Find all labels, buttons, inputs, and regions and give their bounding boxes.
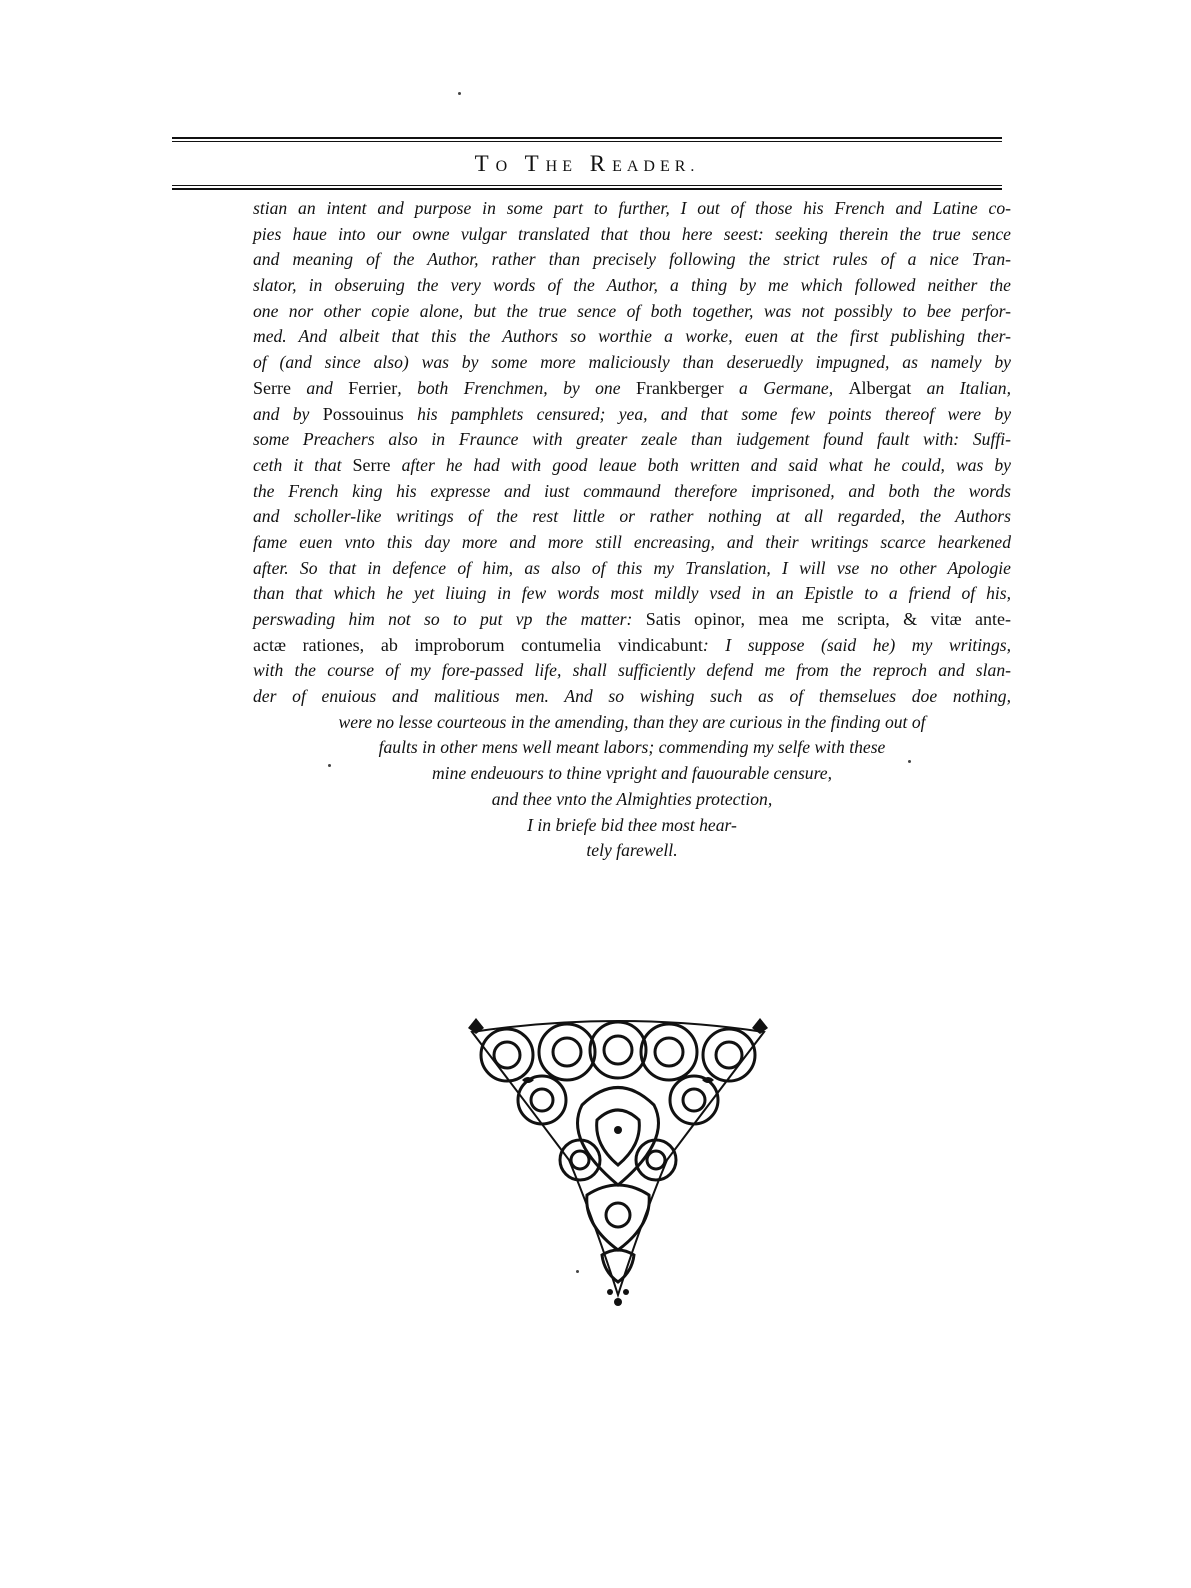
italic-text-run: and [290, 377, 349, 398]
text-line [253, 479, 1011, 505]
text-line [253, 196, 1011, 222]
roman-text-run: Albergat [848, 377, 912, 398]
text-line [253, 787, 1011, 813]
header-rule-bottom [172, 188, 1002, 190]
paper-speck [908, 760, 911, 763]
italic-text-run: were no lesse courteous in the amending, than they are curious in the finding out of [338, 711, 926, 732]
italic-text-run: pies haue into our owne vulgar translated that thou here seest: seeking therein the true sence [253, 223, 1011, 244]
roman-text-run: Frankberger [635, 377, 724, 398]
italic-text-run: fame euen vnto this day more and more still encreasing, and their writings scarce hearkened [253, 531, 1011, 552]
text-line [253, 350, 1011, 376]
text-line [253, 376, 1011, 402]
text-line [253, 838, 1011, 864]
italic-text-run: and thee vnto the Almighties protection, [491, 788, 773, 809]
text-line [253, 453, 1011, 479]
italic-text-run: slator, in obseruing the very words of the Author, a thing by me which followed neither the [253, 275, 1011, 296]
italic-text-run: der of enuious and malitious men. And so wishing such as of themselues doe nothing, [253, 686, 1011, 707]
italic-text-run: : I suppose (said he) my writings, [702, 634, 1011, 655]
text-line [253, 504, 1011, 530]
text-line [253, 324, 1011, 350]
roman-text-run: Serre [253, 377, 291, 398]
paper-speck [328, 764, 331, 767]
italic-text-run: stian an intent and purpose in some part to further, I out of those his French and Latine co- [253, 198, 1011, 218]
text-line [253, 633, 1011, 659]
running-header [172, 146, 1002, 182]
italic-text-run: tely farewell. [586, 840, 678, 861]
roman-text-run: Possouinus [322, 403, 404, 424]
italic-text-run: , both Frenchmen, by one [397, 377, 636, 398]
text-line [253, 761, 1011, 787]
text-line [253, 813, 1011, 839]
paper-speck [576, 1270, 579, 1273]
italic-text-run: of (and since also) was by some more maliciously than deseruedly impugned, as namely by [253, 352, 1011, 373]
paper-speck [458, 92, 461, 95]
italic-text-run: a Germane, [723, 377, 849, 398]
roman-text-run: Serre [352, 454, 391, 475]
header-word-the: THE [524, 151, 577, 176]
header-rule-top [172, 137, 1002, 139]
text-line [253, 658, 1011, 684]
text-line [253, 427, 1011, 453]
text-line [253, 273, 1011, 299]
text-line [253, 530, 1011, 556]
text-line [253, 735, 1011, 761]
italic-text-run: after he had with good leaue both written and said what he could, was by [390, 454, 1011, 475]
header-word-reader: READER. [589, 151, 700, 176]
header-word-to: TO [474, 151, 513, 176]
italic-text-run: and scholler-like writings of the rest little or rather nothing at all regarded, the Authors [253, 506, 1011, 527]
text-line [253, 247, 1011, 273]
text-line [253, 222, 1011, 248]
text-line [253, 581, 1011, 607]
text-line [253, 710, 1011, 736]
text-line [253, 402, 1011, 428]
italic-text-run: one nor other copie alone, but the true sence of both together, was not possibly to bee perfor- [253, 300, 1011, 321]
roman-text-run: Satis opinor, mea me scripta, & vitæ ante- [645, 609, 1011, 629]
italic-text-run: I in briefe bid thee most hear- [527, 814, 737, 835]
italic-text-run: his pamphlets censured; yea, and that some few points thereof were by [403, 403, 1011, 424]
italic-text-run: than that which he yet liuing in few words most mildly vsed in an Epistle to a friend of his, [253, 583, 1011, 604]
italic-text-run: after. So that in defence of him, as also of this my Translation, I will vse no other Apologie [253, 557, 1011, 578]
italic-text-run: the French king his expresse and iust commaund therefore imprisoned, and both the words [253, 480, 1011, 501]
floral-ornament-tailpiece [462, 1010, 774, 1310]
text-line [253, 299, 1011, 325]
body-text [253, 196, 1011, 864]
italic-text-run: mine endeuours to thine vpright and fauourable censure, [431, 763, 833, 784]
header-rule-bottom-thin [172, 185, 1002, 186]
italic-text-run: med. And albeit that this the Authors so worthie a worke, euen at the first publishing ther- [253, 326, 1011, 347]
italic-text-run: ceth it that [253, 454, 353, 475]
italic-text-run: with the course of my fore-passed life, shall sufficiently defend me from the reproch and slan- [253, 660, 1011, 681]
italic-text-run: perswading him not so to put vp the matter: [253, 609, 646, 629]
italic-text-run: some Preachers also in Fraunce with greater zeale than iudgement found fault with: Suffi- [253, 429, 1011, 450]
text-line [253, 607, 1011, 633]
italic-text-run: and meaning of the Author, rather than precisely following the strict rules of a nice Tran- [253, 249, 1011, 270]
roman-text-run: actæ rationes, ab improborum contumelia vindicabunt [253, 634, 703, 655]
italic-text-run: an Italian, [911, 377, 1011, 398]
text-line [253, 556, 1011, 582]
italic-text-run: and by [253, 403, 323, 424]
header-rule-top-thin [172, 141, 1002, 142]
italic-text-run: faults in other mens well meant labors; commending my selfe with these [378, 737, 886, 758]
roman-text-run: Ferrier [348, 377, 398, 398]
text-line [253, 684, 1011, 710]
